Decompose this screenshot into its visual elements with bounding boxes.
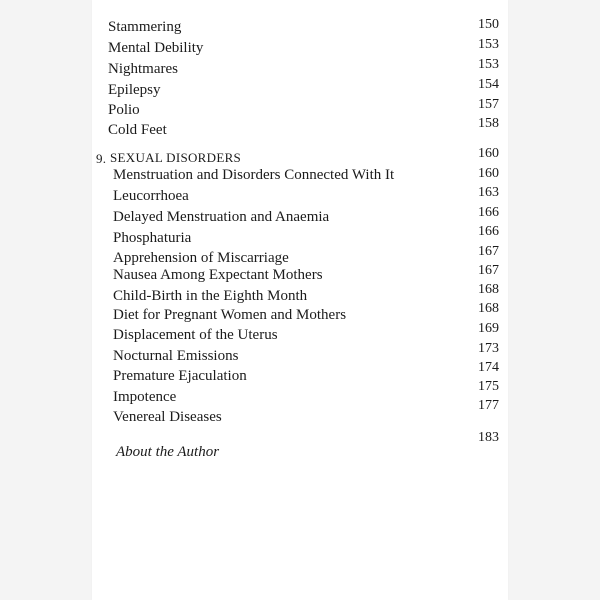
toc-entry-title: Phosphaturia <box>113 230 192 246</box>
toc-entry-title: Child-Birth in the Eighth Month <box>113 288 308 304</box>
about-page: 183 <box>478 430 499 445</box>
toc-entry-title: Diet for Pregnant Women and Mothers <box>113 307 347 323</box>
toc-entry-title: Apprehension of Miscarriage <box>113 250 289 266</box>
toc-entry-page: 154 <box>478 77 499 92</box>
toc-entry-page: 167 <box>478 244 499 259</box>
toc-entry-title: Mental Debility <box>108 40 204 56</box>
toc-entry-page: 168 <box>478 282 499 297</box>
toc-entry-title: Nausea Among Expectant Mothers <box>113 267 323 283</box>
toc-entry-page: 157 <box>478 97 499 112</box>
toc-entry-title: Stammering <box>108 19 182 35</box>
toc-entry-page: 150 <box>478 17 499 32</box>
toc-entry-title: Impotence <box>113 389 177 405</box>
toc-entry-title: Delayed Menstruation and Anaemia <box>113 209 330 225</box>
toc-entry-page: 160 <box>478 166 499 181</box>
toc-entry-title: Cold Feet <box>108 122 167 138</box>
toc-entry-title: Leucorrhoea <box>113 188 189 204</box>
toc-entry-title: Displacement of the Uterus <box>113 327 278 343</box>
toc-entry-page: 153 <box>478 37 499 52</box>
toc-entry-title: Nocturnal Emissions <box>113 348 239 364</box>
chapter-number: 9. <box>96 151 107 166</box>
toc-entry-page: 177 <box>478 398 499 413</box>
toc-entry-page: 169 <box>478 321 499 336</box>
toc-entry-title: Epilepsy <box>108 82 161 98</box>
toc-entry-title: Premature Ejaculation <box>113 368 247 384</box>
toc-entry-page: 174 <box>478 360 499 375</box>
toc-entry-title: Venereal Diseases <box>113 409 222 425</box>
toc-entry-title: Nightmares <box>108 61 178 77</box>
chapter-title: SEXUAL DISORDERS <box>110 150 242 165</box>
toc-entry-page: 175 <box>478 379 499 394</box>
about-author-title: About the Author <box>116 444 220 460</box>
toc-entry-page: 168 <box>478 301 499 316</box>
toc-entry-page: 158 <box>478 116 499 131</box>
toc-entry-title: Menstruation and Disorders Connected With It <box>113 167 395 183</box>
toc-entry-page: 163 <box>478 185 499 200</box>
toc-entry-page: 153 <box>478 57 499 72</box>
book-page <box>92 0 508 600</box>
toc-entry-page: 166 <box>478 224 499 239</box>
toc-entry-title: Polio <box>108 102 140 118</box>
chapter-page: 160 <box>478 146 499 161</box>
toc-entry-page: 167 <box>478 263 499 278</box>
toc-entry-page: 173 <box>478 341 499 356</box>
toc-entry-page: 166 <box>478 205 499 220</box>
